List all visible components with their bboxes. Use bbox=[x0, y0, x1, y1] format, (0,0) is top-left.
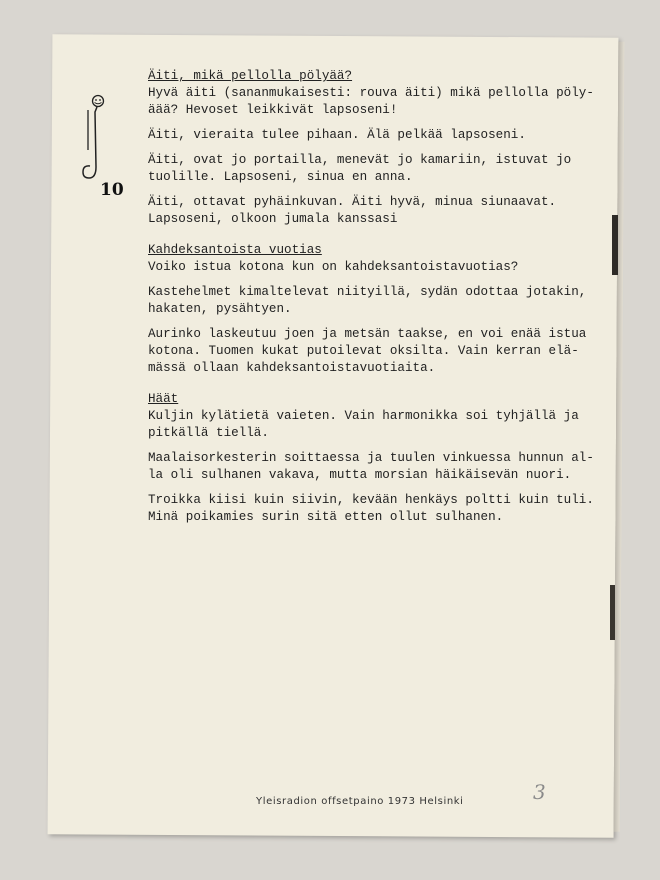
paragraph: Kuljin kylätietä vaieten. Vain harmonikka soi tyhjällä ja pitkällä tiellä. bbox=[148, 409, 579, 440]
poem-section bbox=[148, 242, 598, 377]
poem-section bbox=[148, 391, 598, 526]
paragraph: Aurinko laskeutuu joen ja metsän taakse, en voi enää istua kotona. Tuomen kukat putoilevat oksilta. Vain kerran elä- mässä ollaan kahdeksantoistavuotiaita. bbox=[148, 327, 587, 375]
printer-footer: Yleisradion offsetpaino 1973 Helsinki bbox=[256, 796, 464, 807]
paragraph: Maalaisorkesterin soittaessa ja tuulen vinkuessa hunnun al- la oli sulhanen vakava, mutta morsian häikäisevän nuori. bbox=[148, 451, 594, 482]
paragraph: Kastehelmet kimaltelevat niityillä, sydän odottaa jotakin, hakaten, pysähtyen. bbox=[148, 285, 587, 316]
paragraph: Äiti, ottavat pyhäinkuvan. Äiti hyvä, minua siunaavat. Lapsoseni, olkoon jumala kanssasi bbox=[148, 195, 557, 226]
paragraph: Äiti, ovat jo portailla, menevät jo kamariin, istuvat jo tuolille. Lapsoseni, sinua en anna. bbox=[148, 153, 572, 184]
poem-text bbox=[148, 68, 598, 540]
section-title: Häät bbox=[148, 392, 179, 406]
binding-strip bbox=[612, 215, 618, 275]
page-edge bbox=[614, 42, 625, 832]
section-title: Kahdeksantoista vuotias bbox=[148, 243, 322, 257]
binding-strip bbox=[610, 585, 615, 640]
music-note-ornament-icon bbox=[78, 92, 108, 184]
paragraph: Voiko istua kotona kun on kahdeksantoistavuotias? bbox=[148, 260, 519, 274]
paragraph: Troikka kiisi kuin siivin, kevään henkäys poltti kuin tuli. Minä poikamies surin sitä etten ollut sulhanen. bbox=[148, 493, 594, 524]
paragraph: Hyvä äiti (sananmukaisesti: rouva äiti) mikä pellolla pöly- äää? Hevoset leikkivät lapsoseni! bbox=[148, 86, 594, 117]
paragraph: Äiti, vieraita tulee pihaan. Älä pelkää lapsoseni. bbox=[148, 128, 526, 142]
page-number: 10 bbox=[100, 180, 124, 200]
poem-section bbox=[148, 68, 598, 228]
section-title: Äiti, mikä pellolla pölyää? bbox=[148, 69, 353, 83]
pencil-mark: 3 bbox=[533, 780, 546, 804]
